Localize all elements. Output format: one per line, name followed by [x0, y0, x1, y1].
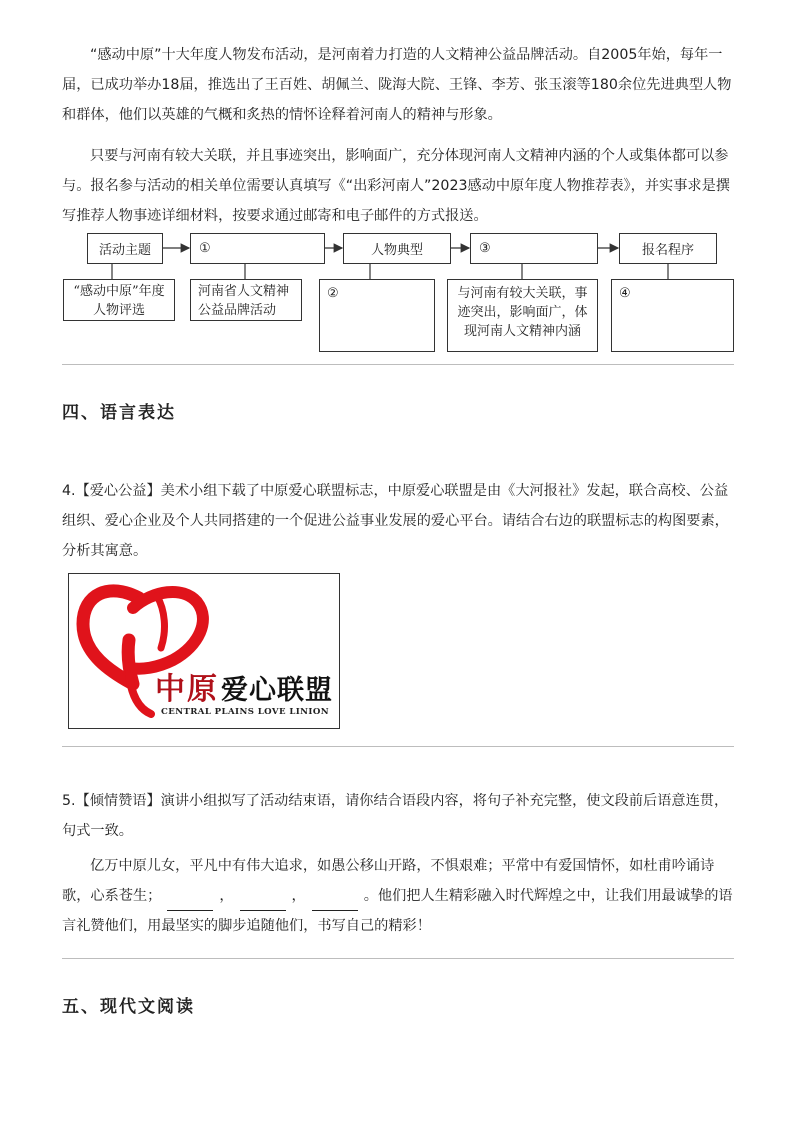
- answer-blank-2[interactable]: [240, 894, 286, 911]
- flow-detail-4: ④: [611, 279, 734, 352]
- logo-center-stroke: [157, 596, 164, 648]
- logo-char-lian: 联: [277, 675, 304, 706]
- logo-char-meng: 盟: [305, 675, 332, 706]
- logo-char-zhong: 中: [155, 672, 185, 707]
- flow-box-3: ③: [470, 233, 598, 264]
- logo-english-name: CENTRAL PLAINS LOVE LINION: [161, 707, 329, 717]
- divider-1: [62, 364, 734, 365]
- flow-box-theme: 活动主题: [87, 233, 163, 264]
- logo-char-xin: 心: [249, 675, 276, 706]
- flow-box-registration: 报名程序: [619, 233, 717, 264]
- section-title-4: 四、语言表达: [62, 403, 176, 423]
- flow-box-1: ①: [190, 233, 325, 264]
- love-union-logo: [69, 574, 338, 727]
- q5-paragraph-start: 亿万中原儿女，平凡中有伟大追求，如愚公移山开路，不惧艰难；平常中有爱国情怀，如杜甫吟诵诗歌，心系苍生；: [62, 858, 715, 904]
- divider-3: [62, 958, 734, 959]
- intro-paragraph-2: 只要与河南有较大关联，并且事迹突出，影响面广，充分体现河南人文精神内涵的个人或集体都可以参与。报名参与活动的相关单位需要认真填写《“出彩河南人”2023感动中原年度人物推荐表》，并实事求是撰写推荐人物事迹详细材料，按要求通过邮寄和电子邮件的方式报送。: [62, 148, 730, 224]
- logo-char-ai: 爱: [221, 675, 248, 706]
- q5-paragraph-end: 。他们把人生精彩融入时代辉煌之中，让我们用最诚挚的语言礼赞他们，用最坚实的脚步追随他们，书写自己的精彩！: [62, 888, 733, 934]
- logo-frame: [68, 573, 340, 729]
- flow-box-typical-person: 人物典型: [343, 233, 451, 264]
- flow-detail-3: 与河南有较大关联，事迹突出，影响面广，体现河南人文精神内涵: [447, 279, 598, 352]
- answer-blank-1[interactable]: [167, 894, 213, 911]
- question-5-paragraph: [62, 851, 734, 941]
- q5-separator-1: ，: [219, 888, 234, 904]
- question-5-text: 5.【倾情赞语】演讲小组拟写了活动结束语，请你结合语段内容，将句子补充完整，使文段前后语意连贯，句式一致。: [62, 793, 729, 839]
- q5-separator-2: ，: [291, 888, 306, 904]
- answer-blank-3[interactable]: [312, 894, 358, 911]
- section-title-5: 五、现代文阅读: [62, 997, 195, 1017]
- intro-paragraph-1: “感动中原”十大年度人物发布活动，是河南着力打造的人文精神公益品牌活动。自2005年始，每年一届，已成功举办18届，推选出了王百姓、胡佩兰、陇海大院、王锋、李芳、张玉滚等180余位先进典型人物和群体，他们以英雄的气概和炙热的情怀诠释着河南人的精神与形象。: [62, 47, 732, 123]
- question-4-text: 4.【爱心公益】美术小组下载了中原爱心联盟标志，中原爱心联盟是由《大河报社》发起，联合高校、公益组织、爱心企业及个人共同搭建的一个促进公益事业发展的爱心平台。请结合右边的联盟标志的构图要素，分析其寓意。: [62, 483, 729, 559]
- flow-detail-1: 河南省人文精神公益品牌活动: [190, 279, 302, 321]
- divider-2: [62, 746, 734, 747]
- logo-char-yuan: 原: [187, 672, 217, 707]
- flow-detail-theme: “感动中原”年度人物评选: [63, 279, 175, 321]
- flow-detail-2: ②: [319, 279, 435, 352]
- logo-chinese-name: [155, 672, 332, 707]
- logo-vertical-stroke: [129, 674, 151, 714]
